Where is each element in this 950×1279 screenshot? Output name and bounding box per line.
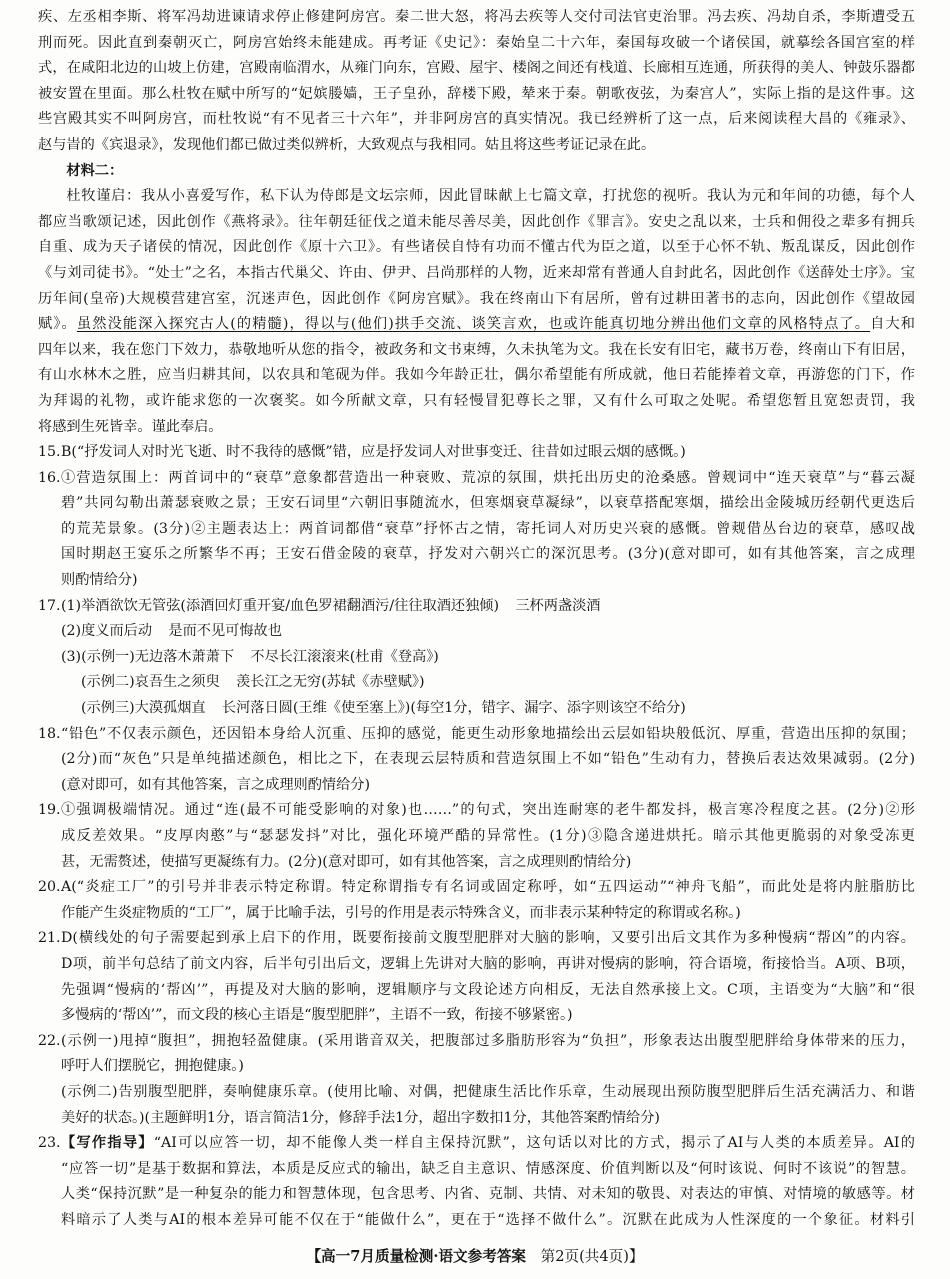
answer-23 (38, 1131, 915, 1233)
material-two-heading-line (38, 159, 915, 185)
text-line: 《与刘司徒书》。“处士”之名，本指古代巢父、许由、伊尹、吕尚那样的人物，近来却常有普通人自封此名，因此创作《送薛处士序》。宝 (38, 264, 915, 281)
text-line: 自重、成为天子诸侯的情况，因此创作《原十六卫》。有些诸侯自恃有功而不懂古代为臣之道，以至于心怀不轨、叛乱谋反，因此创作 (38, 239, 915, 256)
question-number: 17. (38, 597, 61, 614)
answer-text: (示例一)甩掉“腹担”，拥抱轻盈健康。(采用谐音双关，把腹部过多脂肪形容为“负担”，形象表达出腹型肥胖给身体带来的压力， (61, 1032, 915, 1049)
answer-text: ①营造氛围上：两首词中的“衰草”意象都营造出一种衰败、荒凉的氛围，烘托出历史的沧桑感。曾觌词中“连天衰草”与“暮云凝 (61, 469, 915, 486)
example-label: (示例二) (81, 674, 135, 691)
poem-source: (王维《使至塞上》) (292, 700, 411, 717)
answer-line: 人类“保持沉默”是一种复杂的能力和智慧体现，包含思考、内省、克制、共情、对未知的敬畏、对表达的审慎、对情境的敏感等。材 (61, 1186, 915, 1203)
answer-blank: 大漠孤烟直 (134, 700, 206, 717)
answer-line (38, 1029, 915, 1055)
text-segment: 自大和 (870, 316, 915, 333)
question-number: 20. (38, 879, 61, 896)
answer-line: 的荒芜景象。(3分)②主题表达上：两首词都借“衰草”抒怀古之情，寄托词人对历史兴衰的感慨。曾觌借丛台边的衰草，感叹战 (61, 520, 915, 537)
answer-line (38, 798, 915, 824)
answer-18 (38, 722, 915, 799)
answer-line: (示例二)告别腹型肥胖，奏响健康乐章。(使用比喻、对偶，把健康生活比作乐章，生动展现出预防腹型肥胖后生活充满活力、和谐 (61, 1083, 915, 1100)
answer-20 (38, 875, 915, 926)
answer-21 (38, 926, 915, 1028)
text-line: 为拜谒的礼物，或许能求您的一次褒奖。如今所献文章，只有轻慢冒犯尊长之罪，又有什么可取之处呢。希望您暂且宽恕责罚，我 (38, 392, 915, 409)
sub-question-label: (3) (61, 648, 82, 665)
answer-line (38, 466, 915, 492)
answer-key-page (38, 5, 915, 1234)
text-line: 历年间(皇帝)大规模营建宫室，沉迷声色，因此创作《阿房宫赋》。我在终南山下有居所，曾有过耕田著书的志向，因此创作《望故园 (38, 290, 915, 307)
answer-line: 料暗示了人类与AI的根本差异可能不仅在于“能做什么”，更在于“选择不做什么”。沉默在此成为人性深度的一个象征。材料引 (61, 1211, 915, 1228)
answer-19 (38, 798, 915, 875)
answer-line: 碧”共同勾勒出萧瑟衰败之景；王安石词里“六朝旧事随流水，但寒烟衰草凝绿”，以衰草搭配寒烟，描绘出金陵城历经朝代更迭后 (61, 495, 915, 512)
text-line: 都应当歌颂记述，因此创作《燕将录》。往年朝廷征伐之道未能尽善尽美，因此创作《罪言》。安史之乱以来，士兵和佣役之辈多有拥兵 (38, 213, 915, 230)
poem-source: (苏轼《赤壁赋》) (321, 674, 425, 691)
text-line: 将感到生死皆幸。谨此奉启。 (38, 418, 223, 435)
answer-17 (38, 594, 915, 722)
text-line: 有山水林木之胜，应当归耕其间，以农具和笔砚为伴。我如今年龄正壮，偶尔希望能有所成就，他日若能捧着文章，再游您的门下，作 (38, 367, 915, 384)
question-number: 18. (38, 725, 61, 742)
answer-blank: 三杯两盏淡酒 (515, 597, 601, 614)
answer-blank: 羡长江之无穷 (236, 674, 322, 691)
text-line: 式，在咸阳北边的山坡上仿建，宫殿南临渭水，从雍门向东，宫殿、屋宇、楼阁之间还有栈道、长廊相互连通，所获得的美人、钟鼓乐器都 (38, 60, 915, 77)
footer-title: 【高一7月质量检测·语文参考答案 (306, 1248, 527, 1265)
answer-line (61, 670, 915, 696)
text-line: 疾、左丞相李斯、将军冯劫进谏请求停止修建阿房宫。秦二世大怒，将冯去疾等人交付司法官吏治罪。冯去疾、冯劫自杀，李斯遭受五 (38, 9, 915, 25)
example-label: (示例三) (81, 700, 135, 717)
text-line: 被安置在里面。那么杜牧在赋中所写的“妃嫔媵嫱，王子皇孙，辞楼下殿，辇来于秦。朝歌夜弦，为秦宫人”，实际上指的是这件事。这 (38, 85, 915, 102)
answer-line (61, 619, 915, 645)
question-number: 22. (38, 1032, 61, 1049)
scoring-note: (每空1分，错字、漏字、添字则该空不给分) (410, 700, 686, 717)
answer-line (38, 594, 915, 620)
answer-line: (意对即可，如有其他答案，言之成理则酌情给分) (61, 776, 371, 793)
text-line: 杜牧谨启：我从小喜爱写作，私下认为侍郎是文坛宗师，因此冒昧献上七篇文章，打扰您的视听。我认为元和年间的功德，每个人 (66, 188, 915, 205)
text-line-underlined (38, 312, 915, 338)
answer-15 (38, 440, 915, 466)
question-number: 15. (38, 444, 61, 461)
answer-line (38, 440, 915, 466)
writing-guide-tag: 【写作指导】 (61, 1135, 154, 1152)
answer-blank: 哀吾生之须臾 (134, 674, 220, 691)
material-two (38, 159, 915, 441)
answer-line: D项，前半句总结了前文内容，后半句引出后文，逻辑上先讲对大脑的影响，再讲对慢病的影响，符合语境，衔接恰当。A项、B项， (61, 955, 915, 972)
material-one-tail (38, 5, 915, 159)
answer-blank: 长河落日圆 (221, 700, 293, 717)
answer-blank: 举酒欲饮无管弦(添酒回灯重开宴/血色罗裙翻酒污/往往取酒还独倾) (81, 597, 499, 614)
example-label: (示例一) (81, 648, 135, 665)
answer-text: ①强调极端情况。通过“连(最不可能受影响的对象)也……”的句式，突出连耐寒的老牛都发抖，极言寒冷程度之甚。(2分)②形 (61, 802, 915, 819)
question-number: 19. (38, 802, 61, 819)
answer-22 (38, 1029, 915, 1131)
material-two-heading: 材料二： (66, 162, 124, 179)
answer-line: 甚，无需赘述，使描写更凝练有力。(2分)(意对即可，如有其他答案，言之成理则酌情给分) (61, 853, 632, 870)
sub-question-label: (2) (61, 623, 82, 640)
answer-16 (38, 466, 915, 594)
question-number: 23. (38, 1135, 61, 1152)
sub-question-label: (1) (61, 597, 82, 614)
text-line: 赵与旹的《宾退录》，发现他们都已做过类似辨析，大致观点与我相同。姑且将这些考证记录在此。 (38, 136, 656, 153)
answer-blank: 不尽长江滚滚来 (250, 648, 350, 665)
answer-line: 美好的状态。)(主题鲜明1分，语言简洁1分，修辞手法1分，超出字数扣1分，其他答案酌情给分) (61, 1109, 660, 1126)
question-number: 16. (38, 469, 61, 486)
answer-text: B(“抒发词人对时光飞逝、时不我待的感慨”错，应是抒发词人对世事变迁、往昔如过眼云烟的感慨。) (61, 444, 686, 461)
answer-line (38, 722, 915, 748)
text-segment: 赋》。 (38, 316, 77, 333)
answer-blank: 无边落木萧萧下 (134, 648, 235, 665)
answer-line: 作能产生炎症物质的“工厂”，属于比喻手法，引号的作用是表示特殊含义，而非表示某种特定的称谓或名称。) (61, 904, 741, 921)
answer-line: 多慢病的‘帮凶’”，而文段的核心主语是“腹型肥胖”，主语不一致，衔接不够紧密。) (61, 1007, 573, 1024)
answer-text: D(横线处的句子需要起到承上启下的作用，既要衔接前文腹型肥胖对大脑的影响，又要引出后文其作为多种慢病“帮凶”的内容。 (61, 930, 915, 947)
answer-blank: 是而不见可悔故也 (168, 623, 282, 640)
answer-line: 则酌情给分) (61, 572, 138, 589)
answer-line (38, 926, 915, 952)
answer-line: 先强调“慢病的‘帮凶’”，再提及对大脑的影响，逻辑顺序与文段论述方向相反，无法自然承接上文。C项，主语变为“大脑”和“很 (61, 981, 915, 998)
answer-text: “AI可以应答一切，却不能像人类一样自主保持沉默”，这句话以对比的方式，揭示了AI与人类的本质差异。AI的 (153, 1135, 915, 1152)
answer-line (61, 696, 915, 722)
question-number: 21. (38, 930, 61, 947)
answer-text: A(“炎症工厂”的引号并非表示特定称谓。特定称谓指专有名词或固定称呼，如“五四运动”“神舟飞船”，而此处是将内脏脂肪比 (61, 879, 915, 896)
text-line: 四年以来，我在您门下效力，恭敬地听从您的指令，被政务和文书束缚，久未执笔为文。我在长安有旧宅，藏书万卷，终南山下有旧居， (38, 341, 915, 358)
text-line: 刑而死。因此直到秦朝灭亡，阿房宫始终未能建成。再考证《史记》：秦始皇二十六年，秦国每攻破一个诸侯国，就摹绘各国宫室的样 (38, 34, 915, 51)
text-line: 些宫殿其实不叫阿房宫，而杜牧说“有不见者三十六年”，并非阿房宫的真实情况。我已经辨析了这一点，后来阅读程大昌的《雍录》、 (38, 111, 915, 128)
answer-line: (2分)而“灰色”只是单纯描述颜色，相比之下，在表现云层特质和营造氛围上不如“铅色”生动有力，替换后表达效果减弱。(2分) (61, 751, 915, 768)
answer-line: 成反差效果。“皮厚肉憨”与“瑟瑟发抖”对比，强化环境严酷的异常性。(1分)③隐含递进烘托。暗示其他更脆弱的对象受冻更 (61, 828, 915, 844)
answer-blank: 度义而后动 (81, 623, 153, 640)
answer-text: “铅色”不仅表示颜色，还因铅本身给人沉重、压抑的感觉，能更生动形象地描绘出云层如铅块般低沉、厚重，营造出压抑的氛围； (61, 725, 915, 742)
page-number: 第2页(共4页)】 (540, 1248, 644, 1265)
answer-line: 国时期赵王宴乐之所繁华不再；王安石借金陵的衰草，抒发对六朝兴亡的深沉思考。(3分)(意对即可，如有其他答案，言之成理 (61, 546, 915, 563)
answer-line (38, 1131, 915, 1157)
page-footer (0, 1245, 950, 1269)
answer-line: 呼吁人们摆脱它，拥抱健康。) (61, 1058, 244, 1075)
poem-source: (杜甫《登高》) (349, 648, 439, 665)
answer-line: “应答一切”是基于数据和算法，本质是反应式的输出，缺乏自主意识、情感深度、价值判断以及“何时该说、何时不该说”的智慧。 (61, 1160, 915, 1177)
underlined-sentence: 虽然没能深入探究古人(的精髓)，得以与(他们)拱手交流、谈笑言欢，也或许能真切地分辨出他们文章的风格特点了。 (76, 316, 871, 333)
answer-line (61, 645, 915, 671)
answer-line (38, 875, 915, 901)
